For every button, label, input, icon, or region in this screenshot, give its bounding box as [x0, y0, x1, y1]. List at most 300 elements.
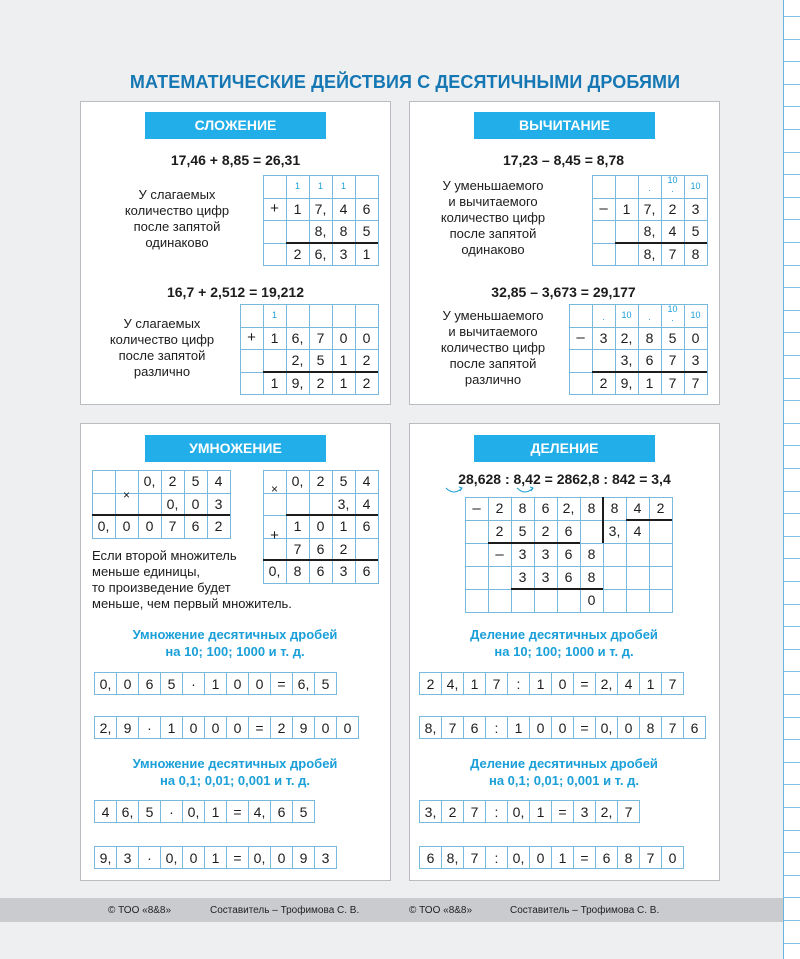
footer-copyright-1: © ТОО «8&8» — [108, 905, 172, 916]
carry-digit: 1 — [317, 181, 323, 191]
grid-line — [592, 175, 708, 176]
grid-digit: 6 — [564, 569, 573, 585]
grid-digit: 2 — [316, 473, 325, 489]
grid-digit: 2 — [541, 523, 550, 539]
strip-cell: 8, — [441, 846, 464, 869]
strip-cell: 5 — [314, 672, 337, 695]
margin-tick — [784, 491, 800, 492]
addition-grid-1 — [263, 175, 378, 265]
grid-digit: 9, — [620, 374, 633, 391]
note-line: количество цифр — [440, 340, 546, 355]
page-title: МАТЕМАТИЧЕСКИЕ ДЕЙСТВИЯ С ДЕСЯТИЧНЫМИ ДРОБЯМИ — [129, 72, 681, 92]
note-line: меньше единицы, — [92, 564, 201, 579]
grid-digit: 4 — [362, 495, 371, 512]
margin-tick — [784, 445, 800, 446]
grid-digit: 3, — [608, 523, 621, 539]
strip-cell: : — [485, 716, 508, 739]
grid-digit: 6 — [362, 200, 371, 217]
carry-digit: 10 . — [667, 304, 678, 323]
note-line: после запятой — [449, 356, 537, 371]
note-line: У слагаемых — [123, 316, 201, 331]
grid-digit: 2 — [293, 245, 302, 262]
note-line: после запятой — [118, 348, 206, 363]
grid-digit: 8 — [293, 563, 302, 579]
subtraction-grid-1 — [592, 175, 707, 265]
multiplication-strip-4 — [94, 846, 337, 869]
subtraction-note-2 — [418, 308, 568, 388]
note-line: У уменьшаемого — [442, 308, 544, 323]
margin-tick — [784, 581, 800, 582]
grid-digit: 2 — [599, 374, 608, 391]
grid-digit: 4 — [633, 523, 642, 539]
grid-digit: – — [495, 546, 504, 563]
division-badge: ДЕЛЕНИЕ — [474, 435, 655, 462]
strip-cell: 7 — [463, 800, 486, 823]
multiplication-heading-1 — [90, 626, 380, 660]
grid-digit: 7, — [643, 200, 656, 217]
grid-digit: 2 — [316, 374, 325, 391]
addition-equation-2: 16,7 + 2,512 = 19,212 — [166, 284, 304, 300]
grid-digit: 7 — [668, 245, 677, 262]
grid-digit: 5 — [191, 473, 200, 489]
result-line — [286, 514, 378, 516]
division-line — [602, 497, 604, 543]
grid-digit: 2, — [562, 500, 575, 516]
result-line — [286, 242, 378, 244]
strip-cell: 0 — [336, 716, 359, 739]
strip-cell: 0 — [226, 716, 249, 739]
grid-digit: 0 — [587, 592, 596, 608]
note-line: различно — [133, 364, 191, 379]
strip-cell: 0, — [160, 846, 183, 869]
division-heading-2 — [419, 755, 709, 789]
strip-cell: 3 — [314, 846, 337, 869]
grid-line — [378, 175, 379, 265]
grid-digit: 7 — [168, 518, 177, 534]
strip-cell: 4 — [617, 672, 640, 695]
grid-digit: 7 — [668, 374, 677, 391]
grid-digit: 3 — [339, 245, 348, 262]
margin-tick — [784, 152, 800, 153]
strip-cell: 6, — [116, 800, 139, 823]
carry-digit: 10 — [690, 181, 701, 191]
multiply-sign: × — [122, 488, 130, 502]
strip-cell: 8, — [419, 716, 442, 739]
grid-digit: 1 — [339, 374, 348, 391]
strip-cell: 2 — [441, 800, 464, 823]
notebook-margin — [783, 0, 800, 959]
grid-digit: 4 — [668, 223, 677, 239]
strip-cell: 0, — [94, 672, 117, 695]
note-line: после запятой — [449, 226, 537, 241]
margin-tick — [784, 875, 800, 876]
strip-cell: : — [485, 800, 508, 823]
subtraction-grid-2 — [569, 304, 707, 394]
grid-digit: 7 — [691, 374, 700, 391]
strip-cell: 7 — [463, 846, 486, 869]
grid-digit: 3 — [691, 352, 700, 368]
grid-digit: 2 — [668, 200, 677, 217]
strip-cell: 6 — [595, 846, 618, 869]
grid-digit: 0, — [268, 563, 281, 579]
strip-cell: 0 — [182, 716, 205, 739]
grid-digit: 1 — [293, 200, 302, 217]
grid-line — [465, 612, 673, 613]
grid-digit: 1 — [339, 518, 348, 534]
grid-digit: 2 — [362, 352, 371, 368]
margin-tick — [784, 920, 800, 921]
grid-line — [378, 470, 379, 583]
note-line: на 0,1; 0,01; 0,001 и т. д. — [488, 773, 639, 788]
strip-cell: 4, — [441, 672, 464, 695]
strip-cell: 7 — [639, 846, 662, 869]
margin-tick — [784, 400, 800, 401]
grid-line — [707, 175, 708, 265]
strip-cell: 0 — [116, 672, 139, 695]
strip-cell: 2, — [595, 672, 618, 695]
grid-digit: 3 — [541, 569, 550, 585]
grid-digit: 2, — [620, 329, 633, 346]
margin-tick — [784, 717, 800, 718]
addition-badge: СЛОЖЕНИЕ — [145, 112, 326, 139]
strip-cell: 0, — [507, 800, 530, 823]
margin-tick — [784, 265, 800, 266]
strip-cell: 0 — [314, 716, 337, 739]
strip-cell: 1 — [529, 672, 552, 695]
grid-digit: 5 — [668, 329, 677, 346]
strip-cell: 0 — [551, 672, 574, 695]
addition-note-2 — [92, 316, 232, 380]
multiply-sign: × — [270, 482, 278, 496]
strip-cell: · — [182, 672, 205, 695]
grid-digit: 4 — [339, 200, 348, 217]
grid-digit: 5 — [518, 523, 527, 539]
strip-cell: 8 — [617, 846, 640, 869]
strip-cell: 6 — [270, 800, 293, 823]
grid-digit: – — [576, 328, 585, 346]
grid-digit: 0, — [166, 495, 179, 512]
strip-cell: 2, — [595, 800, 618, 823]
grid-digit: 4 — [362, 473, 371, 489]
division-grid — [465, 497, 672, 612]
carry-digit: 1 — [340, 181, 346, 191]
margin-tick — [784, 197, 800, 198]
grid-digit: 8 — [691, 245, 700, 262]
strip-cell: 1 — [639, 672, 662, 695]
strip-cell: 0 — [617, 716, 640, 739]
note-line: У слагаемых — [138, 187, 216, 202]
strip-cell: = — [573, 846, 596, 869]
grid-digit: 2, — [291, 352, 304, 368]
note-line: и вычитаемого — [448, 324, 538, 339]
note-line: одинаково — [145, 235, 209, 250]
grid-line — [592, 175, 593, 265]
margin-tick — [784, 784, 800, 785]
subtraction-equation-2: 32,85 – 3,673 = 29,177 — [491, 284, 636, 300]
grid-digit: + — [247, 328, 256, 346]
strip-cell: 7 — [485, 672, 508, 695]
carry-digit: . — [602, 312, 605, 322]
multiplication-strip-3 — [94, 800, 315, 823]
grid-line — [240, 304, 241, 394]
note-line: Деление десятичных дробей — [470, 756, 658, 771]
grid-digit: 8 — [610, 500, 619, 516]
strip-cell: 6 — [683, 716, 706, 739]
grid-digit: 8, — [643, 245, 656, 262]
grid-digit: 2 — [362, 374, 371, 391]
note-line: то произведение будет — [92, 580, 231, 595]
grid-digit: 2 — [339, 540, 348, 557]
grid-digit: 8 — [645, 329, 654, 346]
strip-cell: 9 — [292, 716, 315, 739]
grid-digit: 3 — [214, 495, 223, 512]
grid-digit: 1 — [362, 245, 371, 262]
margin-tick — [784, 468, 800, 469]
margin-tick — [784, 106, 800, 107]
footer-author-2: Составитель – Трофимова С. В. — [510, 905, 660, 916]
strip-cell: · — [138, 846, 161, 869]
margin-tick — [784, 739, 800, 740]
strip-cell: · — [138, 716, 161, 739]
margin-tick — [784, 287, 800, 288]
strip-cell: = — [248, 716, 271, 739]
grid-digit: 0, — [291, 473, 304, 489]
grid-line — [263, 175, 264, 265]
multiplication-strip-1 — [94, 672, 337, 695]
multiplication-strip-2 — [94, 716, 359, 739]
result-line — [615, 242, 707, 244]
grid-digit: 0 — [691, 329, 700, 346]
strip-cell: 6 — [138, 672, 161, 695]
grid-digit: – — [599, 199, 608, 217]
grid-line — [230, 470, 231, 538]
grid-digit: 8 — [339, 223, 348, 239]
subtraction-badge: ВЫЧИТАНИЕ — [474, 112, 655, 139]
margin-tick — [784, 943, 800, 944]
strip-cell: 0 — [204, 716, 227, 739]
grid-digit: 8, — [643, 223, 656, 239]
strip-cell: 0 — [661, 846, 684, 869]
grid-digit: + — [270, 199, 279, 217]
margin-tick — [784, 355, 800, 356]
margin-tick — [784, 310, 800, 311]
grid-digit: 0 — [339, 329, 348, 346]
strip-cell: 1 — [204, 672, 227, 695]
strip-cell: 9 — [116, 716, 139, 739]
grid-digit: 0 — [191, 495, 200, 512]
strip-cell: 7 — [661, 716, 684, 739]
margin-tick — [784, 16, 800, 17]
grid-digit: 1 — [645, 374, 654, 391]
grid-digit: 5 — [316, 352, 325, 368]
grid-digit: 0 — [145, 518, 154, 534]
strip-cell: 6, — [292, 672, 315, 695]
carry-digit: 10 — [621, 310, 632, 320]
addition-equation-1: 17,46 + 8,85 = 26,31 — [170, 152, 301, 168]
division-strip-1 — [419, 672, 684, 695]
strip-cell: 9 — [292, 846, 315, 869]
margin-tick — [784, 61, 800, 62]
strip-cell: 5 — [138, 800, 161, 823]
grid-line — [569, 394, 708, 395]
strip-cell: 9, — [94, 846, 117, 869]
plus-sign: + — [270, 527, 279, 544]
strip-cell: 1 — [551, 846, 574, 869]
grid-digit: 5 — [691, 223, 700, 239]
margin-tick — [784, 852, 800, 853]
grid-line — [263, 175, 379, 176]
grid-digit: 0, — [143, 473, 156, 489]
grid-line — [378, 304, 379, 394]
grid-digit: 3 — [518, 569, 527, 585]
margin-tick — [784, 536, 800, 537]
strip-cell: 5 — [292, 800, 315, 823]
grid-digit: 3 — [599, 329, 608, 346]
grid-digit: 6 — [564, 546, 573, 562]
margin-tick — [784, 332, 800, 333]
note-line: Деление десятичных дробей — [470, 627, 658, 642]
strip-cell: 7 — [441, 716, 464, 739]
grid-digit: 2 — [495, 523, 504, 539]
grid-line — [569, 304, 570, 394]
grid-digit: 1 — [270, 329, 279, 346]
strip-cell: 0, — [182, 800, 205, 823]
grid-line — [92, 538, 231, 539]
grid-digit: 8 — [587, 569, 596, 585]
strip-cell: 0 — [248, 672, 271, 695]
note-line: меньше, чем первый множитель. — [92, 596, 292, 611]
grid-digit: 5 — [339, 473, 348, 489]
strip-cell: 1 — [160, 716, 183, 739]
note-line: У уменьшаемого — [442, 178, 544, 193]
grid-digit: 8, — [314, 223, 327, 239]
note-line: количество цифр — [109, 332, 215, 347]
grid-digit: 0, — [97, 518, 110, 534]
grid-digit: 4 — [633, 500, 642, 516]
grid-digit: 1 — [339, 352, 348, 368]
strip-cell: · — [160, 800, 183, 823]
result-line — [92, 514, 230, 516]
strip-cell: 6 — [419, 846, 442, 869]
margin-tick — [784, 694, 800, 695]
grid-digit: 7 — [293, 540, 302, 557]
footer-author-1: Составитель – Трофимова С. В. — [210, 905, 360, 916]
grid-digit: 3, — [337, 495, 350, 512]
strip-cell: 0 — [529, 846, 552, 869]
strip-cell: 0 — [226, 672, 249, 695]
footer-copyright-2: © ТОО «8&8» — [409, 905, 473, 916]
note-line: на 10; 100; 1000 и т. д. — [165, 644, 305, 659]
grid-digit: 0 — [316, 518, 325, 534]
grid-digit: 8 — [518, 500, 527, 516]
result-line — [511, 588, 603, 590]
strip-cell: 7 — [661, 672, 684, 695]
result-line — [488, 542, 580, 544]
addition-note-1 — [92, 187, 262, 251]
strip-cell: 0, — [595, 716, 618, 739]
carry-digit: 10 — [690, 310, 701, 320]
grid-digit: 6 — [645, 352, 654, 368]
strip-cell: 3 — [116, 846, 139, 869]
grid-digit: 7 — [316, 329, 325, 346]
strip-cell: 1 — [204, 800, 227, 823]
grid-digit: 6 — [564, 523, 573, 539]
margin-tick — [784, 558, 800, 559]
carry-digit: 1 — [294, 181, 300, 191]
strip-cell: 0, — [248, 846, 271, 869]
subtraction-equation-1: 17,23 – 8,45 = 8,78 — [502, 152, 625, 168]
grid-digit: 3 — [339, 563, 348, 579]
margin-tick — [784, 807, 800, 808]
grid-digit: 3, — [620, 352, 633, 368]
strip-cell: 2 — [419, 672, 442, 695]
strip-cell: = — [226, 846, 249, 869]
margin-tick — [784, 762, 800, 763]
grid-digit: 1 — [622, 200, 631, 217]
carry-digit: 10 . — [667, 175, 678, 194]
multiplication-note — [92, 548, 292, 612]
margin-tick — [784, 649, 800, 650]
result-line — [263, 371, 378, 373]
strip-cell: 0 — [551, 716, 574, 739]
margin-tick — [784, 39, 800, 40]
division-equation: 28,628 : 8,42 = 2862,8 : 842 = 3,4 — [458, 471, 671, 487]
margin-tick — [784, 378, 800, 379]
note-line: Умножение десятичных дробей — [132, 627, 338, 642]
grid-digit: 9, — [291, 374, 304, 391]
carry-digit: 1 — [271, 310, 277, 320]
note-line: Если второй множитель — [92, 548, 237, 563]
grid-digit: 0 — [122, 518, 131, 534]
note-line: количество цифр — [124, 203, 230, 218]
strip-cell: 7 — [617, 800, 640, 823]
strip-cell: 2, — [94, 716, 117, 739]
margin-tick — [784, 513, 800, 514]
grid-line — [263, 265, 379, 266]
grid-digit: 8 — [587, 500, 596, 516]
division-strip-4 — [419, 846, 684, 869]
note-line: одинаково — [461, 242, 525, 257]
multiplication-heading-2 — [90, 755, 380, 789]
strip-cell: 1 — [507, 716, 530, 739]
grid-digit: – — [472, 500, 481, 517]
margin-tick — [784, 830, 800, 831]
note-line: и вычитаемого — [448, 194, 538, 209]
grid-digit: 7 — [668, 352, 677, 368]
note-line: после запятой — [133, 219, 221, 234]
grid-digit: 6 — [191, 518, 200, 534]
grid-digit: 3 — [518, 546, 527, 562]
margin-tick — [784, 84, 800, 85]
strip-cell: 1 — [204, 846, 227, 869]
grid-digit: 8 — [587, 546, 596, 562]
addition-grid-2 — [240, 304, 378, 394]
strip-cell: : — [507, 672, 530, 695]
grid-digit: 4 — [214, 473, 223, 489]
grid-digit: 6 — [541, 500, 550, 516]
multiplication-badge: УМНОЖЕНИЕ — [145, 435, 326, 462]
grid-line — [707, 304, 708, 394]
strip-cell: 1 — [463, 672, 486, 695]
grid-line — [615, 175, 616, 265]
subtraction-note-1 — [418, 178, 568, 258]
strip-cell: = — [270, 672, 293, 695]
strip-cell: 4 — [94, 800, 117, 823]
strip-cell: 3 — [573, 800, 596, 823]
margin-tick — [784, 626, 800, 627]
note-line: различно — [464, 372, 522, 387]
strip-cell: 2 — [270, 716, 293, 739]
